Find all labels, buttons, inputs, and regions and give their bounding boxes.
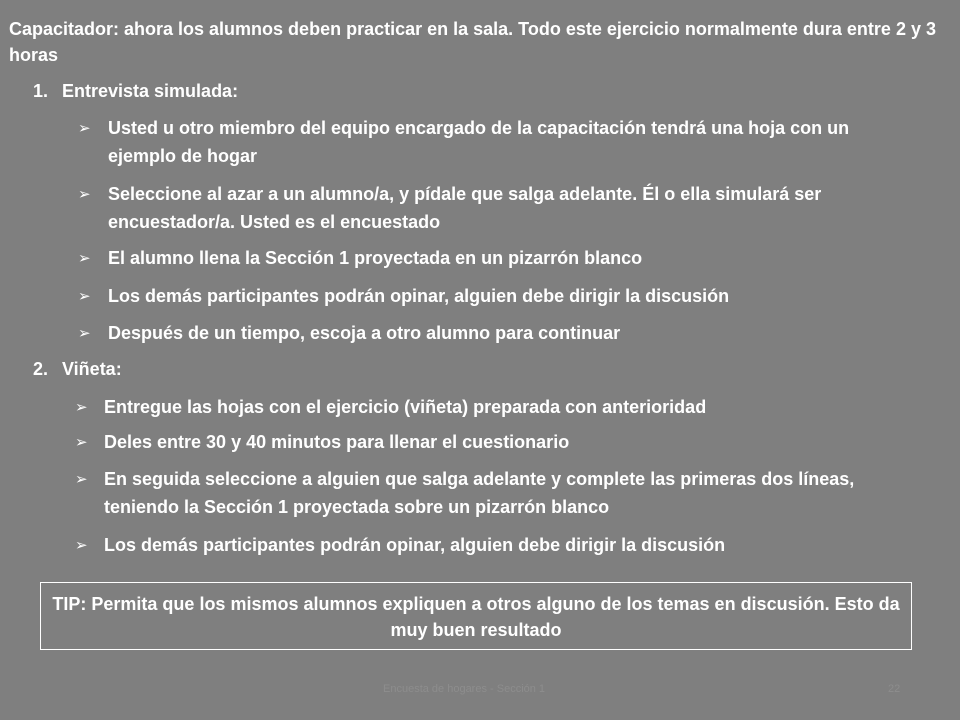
arrow-bullet-icon: ➢ bbox=[75, 470, 88, 488]
section-1-title: Entrevista simulada: bbox=[62, 81, 239, 101]
arrow-bullet-icon: ➢ bbox=[78, 287, 91, 305]
section-2-number: 2. bbox=[33, 359, 49, 379]
section-1-number: 1. bbox=[33, 81, 49, 101]
arrow-bullet-icon: ➢ bbox=[78, 119, 91, 137]
list-item-text: Seleccione al azar a un alumno/a, y pídale que salga adelante. Él o ella simulará ser encuestador/a. Usted es el encuestado bbox=[108, 184, 822, 232]
list-item-text: Los demás participantes podrán opinar, alguien debe dirigir la discusión bbox=[104, 535, 726, 555]
arrow-bullet-icon: ➢ bbox=[75, 433, 88, 451]
list-item-text: Entregue las hojas con el ejercicio (viñeta) preparada con anterioridad bbox=[104, 397, 707, 417]
list-item-text: Usted u otro miembro del equipo encargado de la capacitación tendrá una hoja con un ejemplo de hogar bbox=[108, 118, 850, 166]
list-item-text: En seguida seleccione a alguien que salga adelante y complete las primeras dos líneas, teniendo la Sección 1 proyectada sobre un pizarrón blanco bbox=[104, 469, 855, 517]
list-item-text: El alumno llena la Sección 1 proyectada en un pizarrón blanco bbox=[108, 248, 643, 268]
list-item bbox=[75, 465, 925, 521]
arrow-bullet-icon: ➢ bbox=[75, 536, 88, 554]
list-item bbox=[78, 180, 923, 236]
footer-title: Encuesta de hogares - Sección 1 bbox=[383, 683, 546, 695]
arrow-bullet-icon: ➢ bbox=[78, 249, 91, 267]
list-item bbox=[78, 319, 923, 347]
page-number: 22 bbox=[888, 683, 901, 695]
list-item bbox=[78, 244, 923, 272]
list-item-text: Los demás participantes podrán opinar, alguien debe dirigir la discusión bbox=[108, 286, 730, 306]
intro-text: Capacitador: ahora los alumnos deben practicar en la sala. Todo este ejercicio normalmente dura entre 2 y 3 horas bbox=[9, 19, 936, 65]
list-item-text: Después de un tiempo, escoja a otro alumno para continuar bbox=[108, 323, 621, 343]
list-item bbox=[78, 282, 923, 310]
tip-box bbox=[40, 582, 912, 650]
section-2-heading bbox=[33, 356, 122, 382]
arrow-bullet-icon: ➢ bbox=[75, 398, 88, 416]
list-item bbox=[75, 428, 925, 456]
list-item-text: Deles entre 30 y 40 minutos para llenar el cuestionario bbox=[104, 432, 570, 452]
list-item bbox=[78, 114, 858, 170]
arrow-bullet-icon: ➢ bbox=[78, 185, 91, 203]
section-1-heading bbox=[33, 78, 238, 104]
tip-text: TIP: Permita que los mismos alumnos expliquen a otros alguno de los temas en discusión. Esto da muy buen resultado bbox=[52, 594, 900, 640]
section-2-title: Viñeta: bbox=[62, 359, 122, 379]
arrow-bullet-icon: ➢ bbox=[78, 324, 91, 342]
list-item bbox=[75, 393, 925, 421]
list-item bbox=[75, 531, 925, 559]
